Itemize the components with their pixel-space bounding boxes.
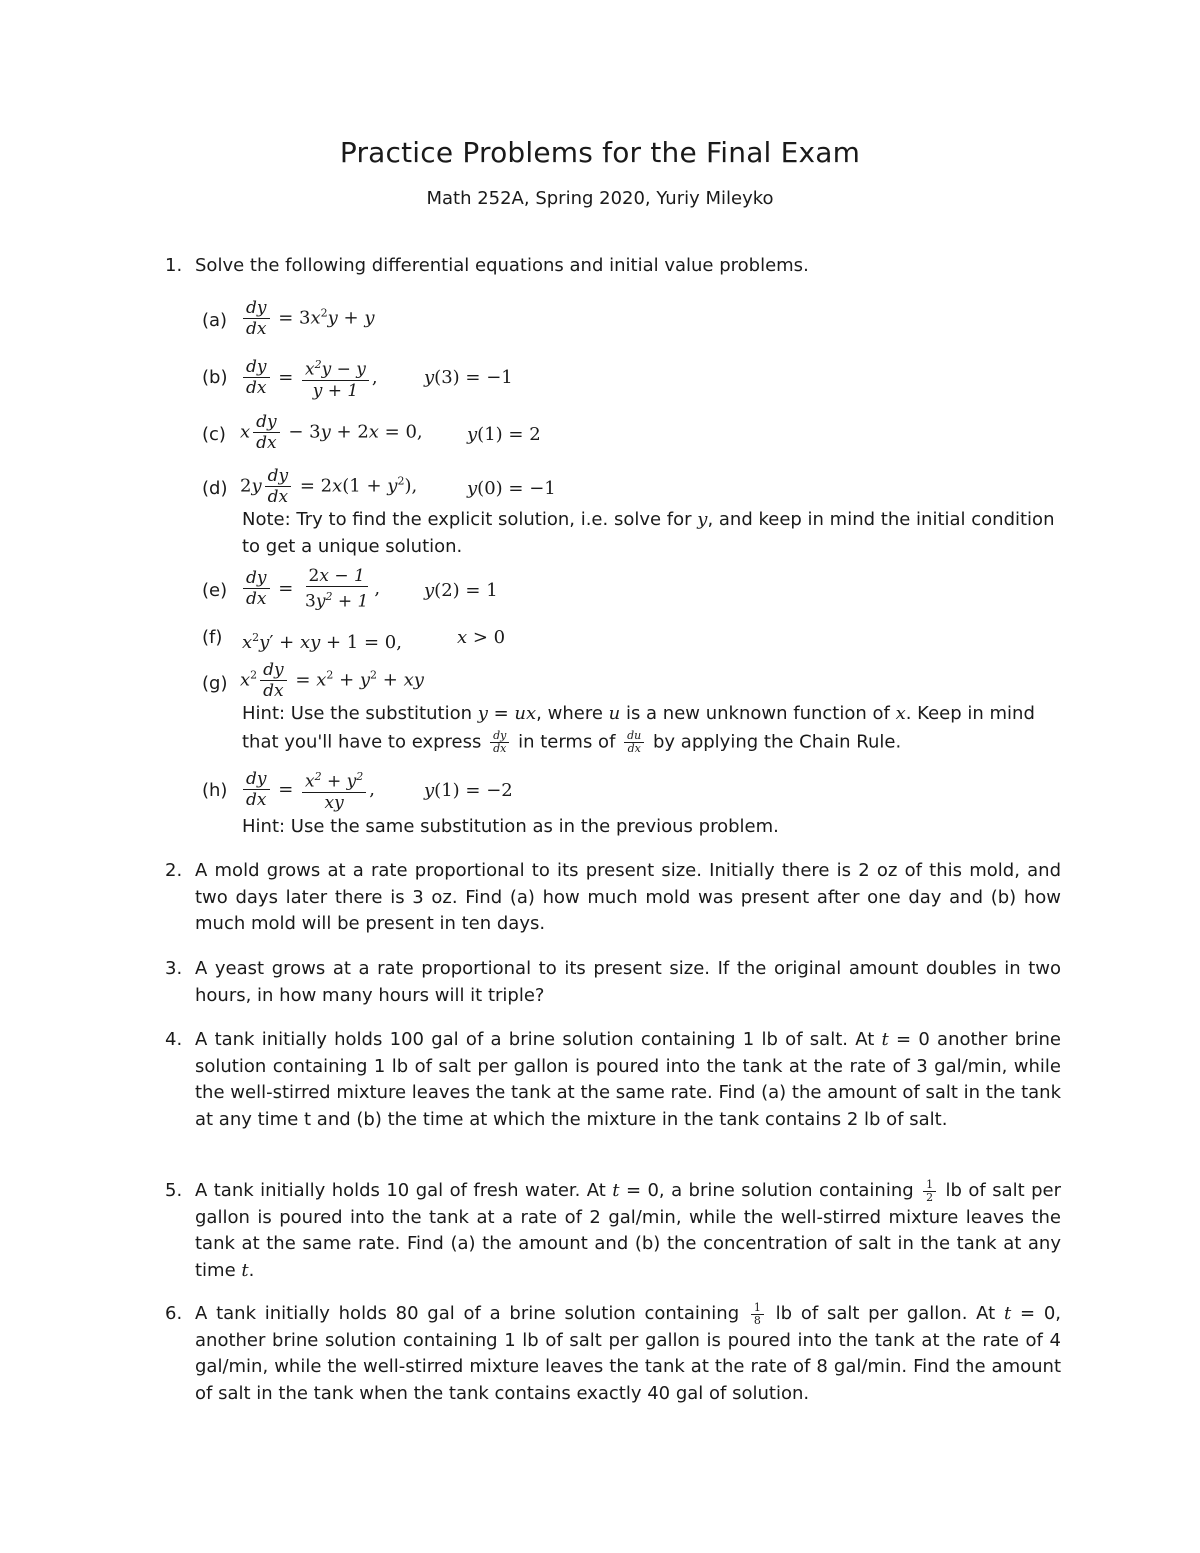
problem-4-text: A tank initially holds 100 gal of a brine solution containing 1 lb of salt. At t = 0 another brine solution containing 1 lb of salt per gallon is poured into the tank at the rate of 3 gal/min, while the well-stirred mixture leaves the tank at the same rate. Find (a) the amount of salt in the tank at any time t and (b) the time at which the mixture in the tank contains 2 lb of salt.	[195, 1029, 1062, 1130]
part-e-initial-condition: y(2) = 1	[424, 580, 498, 601]
part-h-label: (h)	[202, 780, 228, 801]
problem-1-intro: Solve the following differential equations and initial value problems.	[195, 255, 809, 276]
part-e-equation: $\frac{dy}{dx}$ = $\frac{2x - 1}{3y^2 + 1}$ ,	[240, 566, 380, 612]
page-subtitle: Math 252A, Spring 2020, Yuriy Mileyko	[426, 188, 774, 209]
problem-5-number: 5.	[165, 1180, 183, 1201]
problem-3-number: 3.	[165, 958, 183, 979]
page-title: Practice Problems for the Final Exam	[339, 136, 861, 169]
problem-6-text: A tank initially holds 80 gal of a brine solution containing $\frac{1}{8}$ lb of salt per gallon. At t = 0, another brine solution containing 1 lb of salt per gallon is poured into the tank at the rate of 4 gal/min, while the well-stirred mixture leaves the tank at the rate of 8 gal/min. Find the amount of salt in the tank when the tank contains exactly 40 gal of solution.	[195, 1300, 1062, 1404]
part-c-label: (c)	[202, 424, 226, 445]
part-f-equation: $x^2y'$ + xy + 1 = 0,	[242, 631, 402, 653]
problem-5-text: A tank initially holds 10 gal of fresh water. At t = 0, a brine solution containing $\frac{1}{2}$ lb of salt per gallon is poured into the tank at a rate of 2 gal/min, while the well-stirred mixture leaves the tank at the same rate. Find (a) the amount and (b) the concentration of salt in the tank at any time t.	[195, 1177, 1061, 1281]
part-f-label: (f)	[202, 627, 223, 648]
part-h-initial-condition: y(1) = −2	[424, 780, 513, 801]
problem-1-number: 1.	[165, 255, 183, 276]
part-h-equation: $\frac{dy}{dx}$ = $\frac{x^2 + y^2}{xy}$ ,	[240, 767, 375, 813]
part-d-note-line-1: Note: Try to find the explicit solution, i.e. solve for y, and keep in mind the initial condition	[242, 509, 1055, 530]
problem-2-text: A mold grows at a rate proportional to its present size. Initially there is 2 oz of this mold, and two days later there is 3 oz. Find (a) how much mold was present after one day and (b) how much mold will be present in ten days.	[195, 860, 1061, 934]
part-h-hint: Hint: Use the same substitution as in the previous problem.	[242, 816, 779, 837]
part-d-note-line-2: to get a unique solution.	[242, 536, 463, 557]
problem-2-number: 2.	[165, 860, 183, 881]
part-d-equation: 2y $\frac{dy}{dx}$ = $2x(1 + y^2)$,	[240, 466, 418, 507]
part-b-label: (b)	[202, 367, 228, 388]
problem-6-number: 6.	[165, 1303, 183, 1324]
part-a-label: (a)	[202, 310, 228, 331]
problem-3-text: A yeast grows at a rate proportional to its present size. If the original amount doubles in two hours, in how many hours will it triple?	[195, 958, 1061, 1006]
part-b-equation: $\frac{dy}{dx}$ = $\frac{x^2y - y}{y + 1}$ ,	[240, 355, 378, 401]
part-a-equation: $\frac{dy}{dx}$ = $3x^2y + y$	[240, 298, 375, 339]
part-f-condition: x > 0	[457, 627, 506, 648]
part-e-label: (e)	[202, 580, 228, 601]
part-d-label: (d)	[202, 478, 228, 499]
part-g-label: (g)	[202, 673, 228, 694]
part-g-hint-line-2: that you'll have to express $\frac{dy}{dx}$ in terms of $\frac{du}{dx}$ by applying the Chain Rule.	[242, 729, 902, 755]
part-g-equation: $x^2$ $\frac{dy}{dx}$ = $x^2 + y^2$ + xy	[240, 660, 424, 701]
part-c-equation: x $\frac{dy}{dx}$ − 3y + 2x = 0,	[240, 412, 423, 453]
part-b-initial-condition: y(3) = −1	[424, 367, 513, 388]
part-d-initial-condition: y(0) = −1	[467, 478, 556, 499]
part-c-initial-condition: y(1) = 2	[467, 424, 541, 445]
part-g-hint-line-1: Hint: Use the substitution y = ux, where u is a new unknown function of x. Keep in mind	[242, 703, 1035, 724]
problem-4-number: 4.	[165, 1029, 183, 1050]
